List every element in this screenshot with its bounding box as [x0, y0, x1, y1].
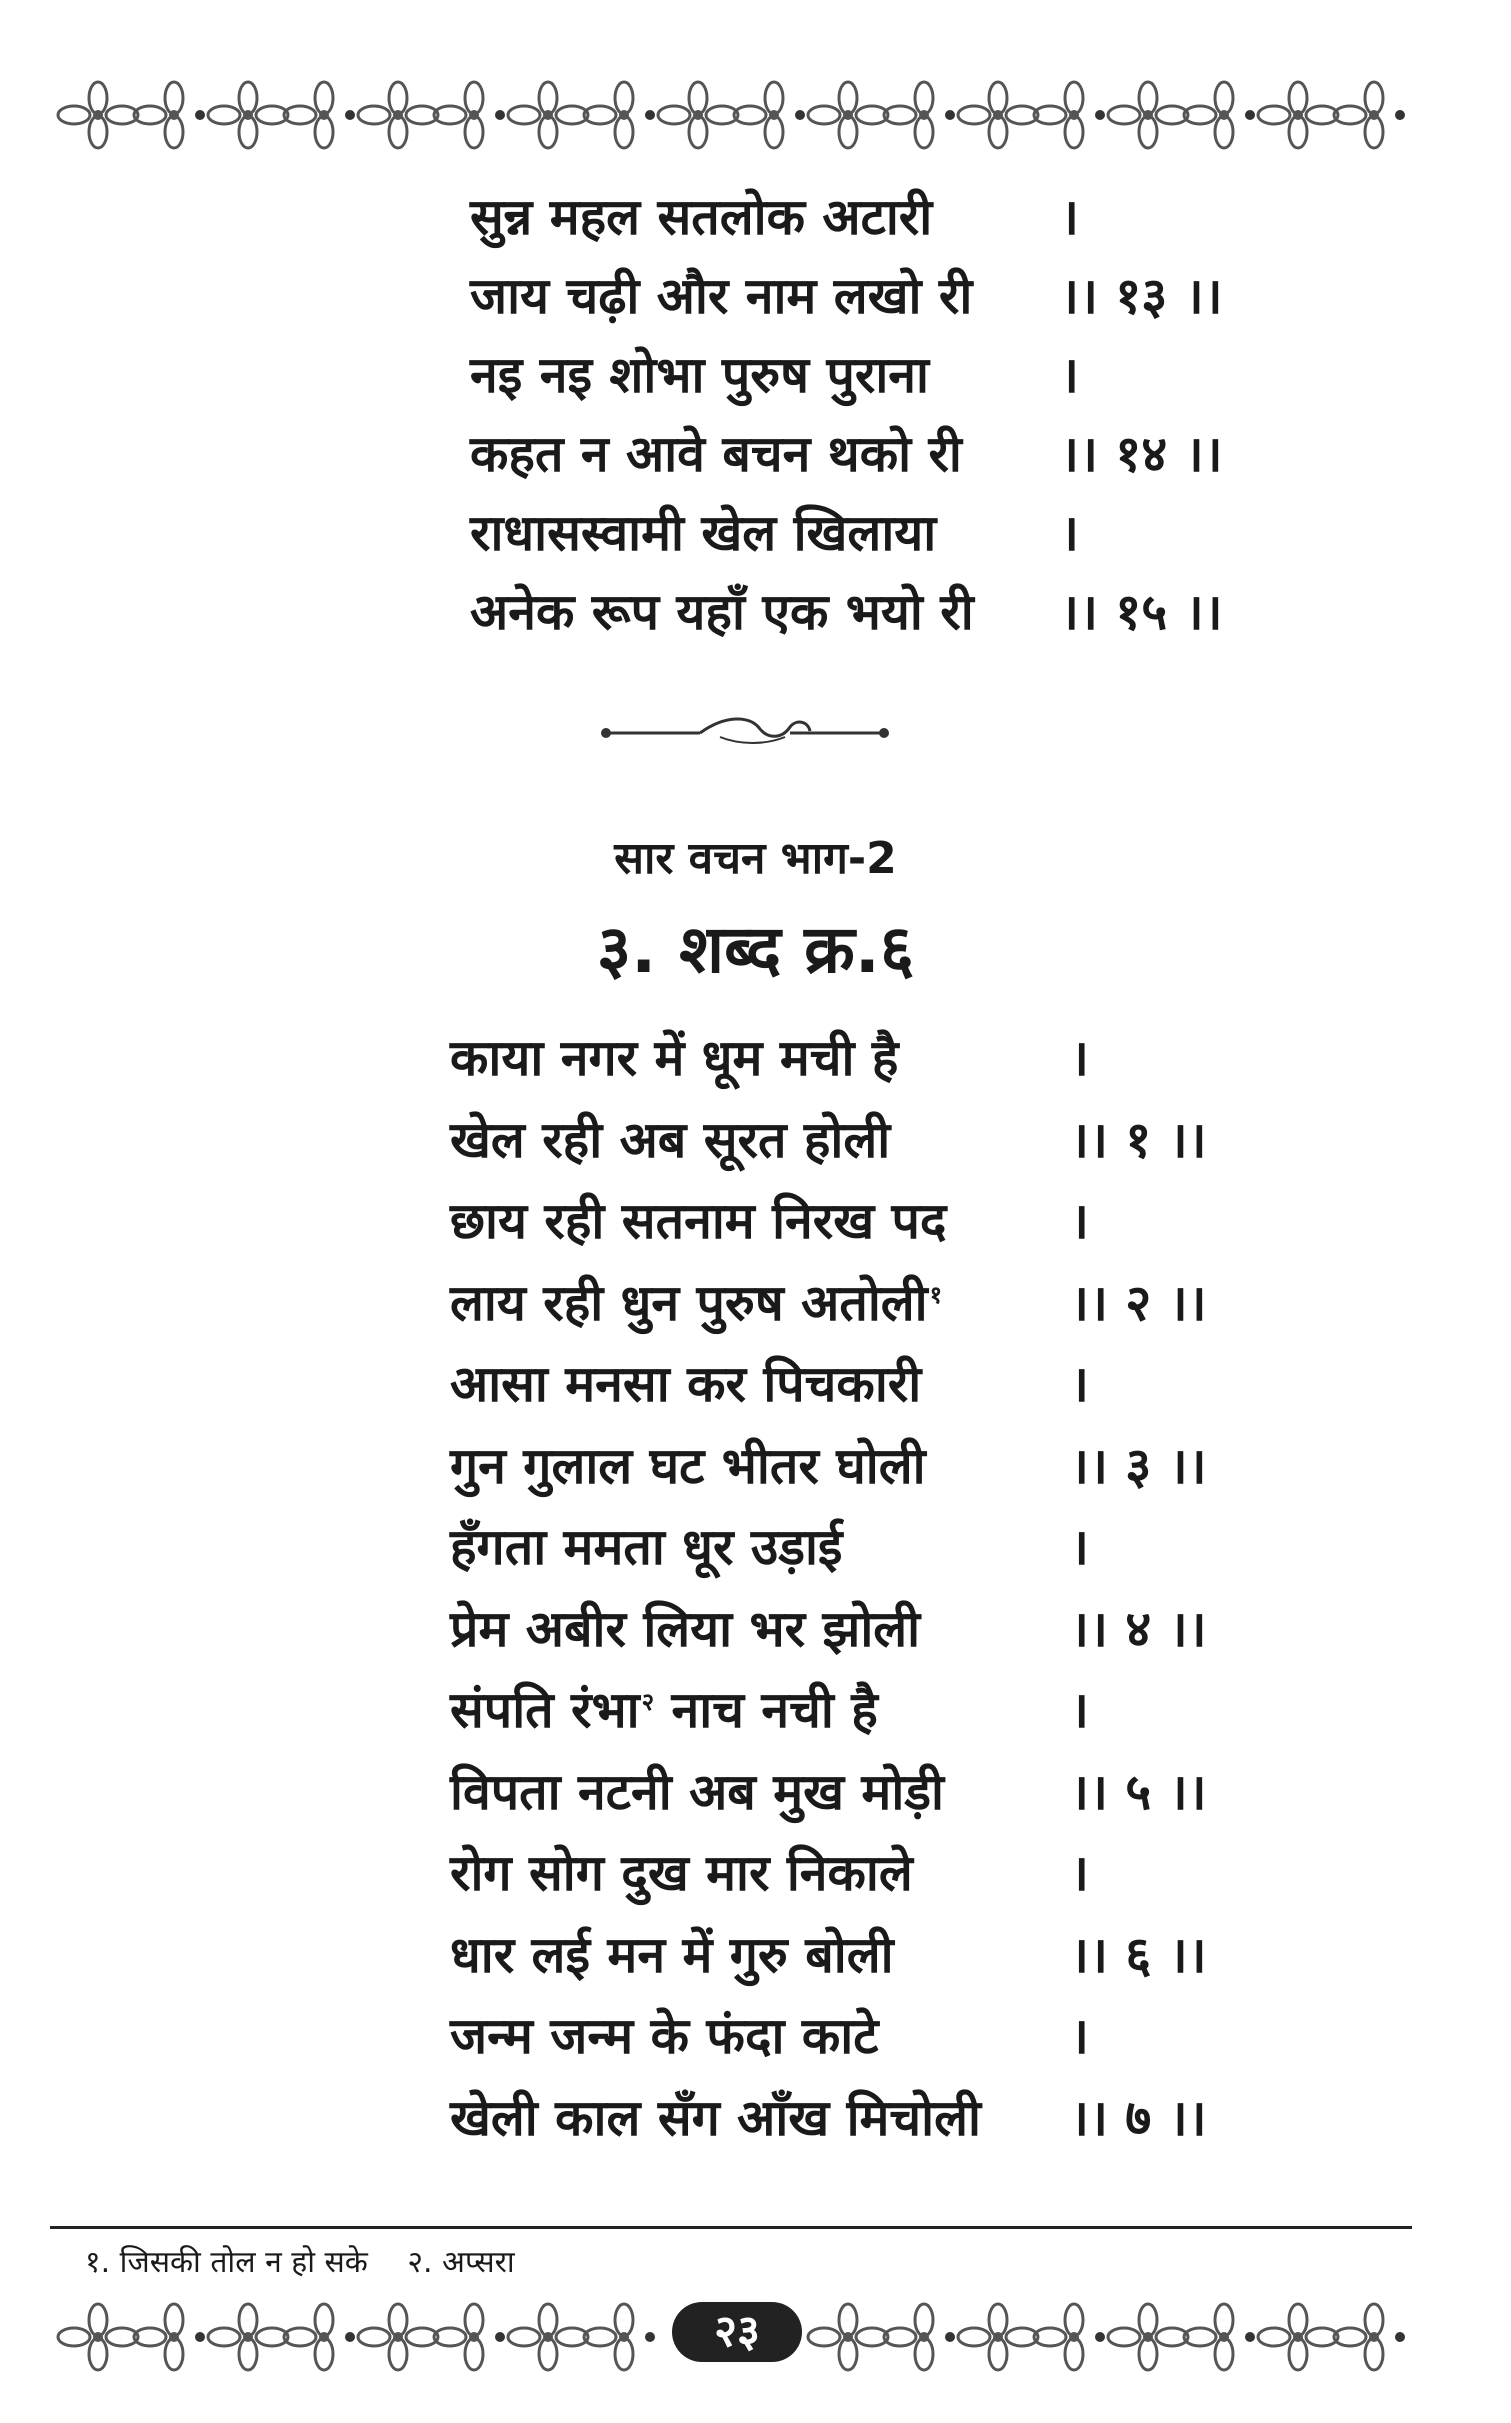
- footnotes: [85, 2240, 545, 2281]
- verse-line: प्रेम अबीर लिया भर झोली ।। ४ ।।: [450, 1599, 1207, 1658]
- verse-line: खेली काल सँग आँख मिचोली ।। ७ ।।: [450, 2088, 1207, 2147]
- verse-line: गुन गुलाल घट भीतर घोली ।। ३ ।।: [450, 1436, 1207, 1495]
- verse-line: हँगता ममता धूर उड़ाई ।: [450, 1518, 1089, 1576]
- verse-line: लाय रही धुन पुरुष अतोली$^१$ ।। २ ।।: [450, 1273, 1207, 1332]
- footnote-rule: [50, 2226, 1412, 2229]
- verse-line: राधासस्वामी खेल खिलाया ।: [470, 504, 1079, 562]
- verse-line: आसा मनसा कर पिचकारी ।: [450, 1355, 1089, 1413]
- verse-line: कहत न आवे बचन थको री ।। १४ ।।: [470, 425, 1223, 483]
- footnote-2: २. अप्सरा: [407, 2245, 515, 2280]
- verse-line: संपति रंभा$^२$ नाच नची है ।: [450, 1681, 1089, 1739]
- verse-line: जन्म जन्म के फंदा काटे ।: [450, 2007, 1089, 2065]
- footnote-ref: १: [929, 1280, 943, 1309]
- verse-line: खेल रही अब सूरत होली ।। १ ।।: [450, 1110, 1207, 1169]
- page-number: २३: [672, 2302, 802, 2362]
- shabd-title: ३. शब्द क्र.६: [596, 911, 915, 988]
- footnote-1: १. जिसकी तोल न हो सके: [85, 2245, 368, 2280]
- verse-line: विपता नटनी अब मुख मोड़ी ।। ५ ।।: [450, 1762, 1207, 1821]
- verse-line: रोग सोग दुख मार निकाले ।: [450, 1844, 1089, 1902]
- verse-line: धार लई मन में गुरु बोली ।। ६ ।।: [450, 1925, 1207, 1984]
- floral-border-icon: [50, 70, 1410, 160]
- verse-line: नइ नइ शोभा पुरुष पुराना ।: [470, 346, 1079, 404]
- verse-line: अनेक रूप यहाँ एक भयो री ।। १५ ।।: [470, 583, 1223, 641]
- verse-line: छाय रही सतनाम निरख पद ।: [450, 1192, 1089, 1250]
- divider-flourish-icon: [600, 715, 890, 751]
- verse-line: सुन्न महल सतलोक अटारी ।: [470, 188, 1079, 246]
- verse-list-top: [470, 178, 1290, 652]
- verse-list-main: [450, 1018, 1280, 2159]
- verse-line: जाय चढ़ी और नाम लखो री ।। १३ ।।: [470, 267, 1223, 325]
- footnote-ref: २: [641, 1688, 655, 1716]
- top-ornament-border: [50, 70, 1410, 160]
- verse-line: काया नगर में धूम मची है ।: [450, 1029, 1089, 1087]
- book-subtitle: सार वचन भाग-2: [614, 833, 897, 884]
